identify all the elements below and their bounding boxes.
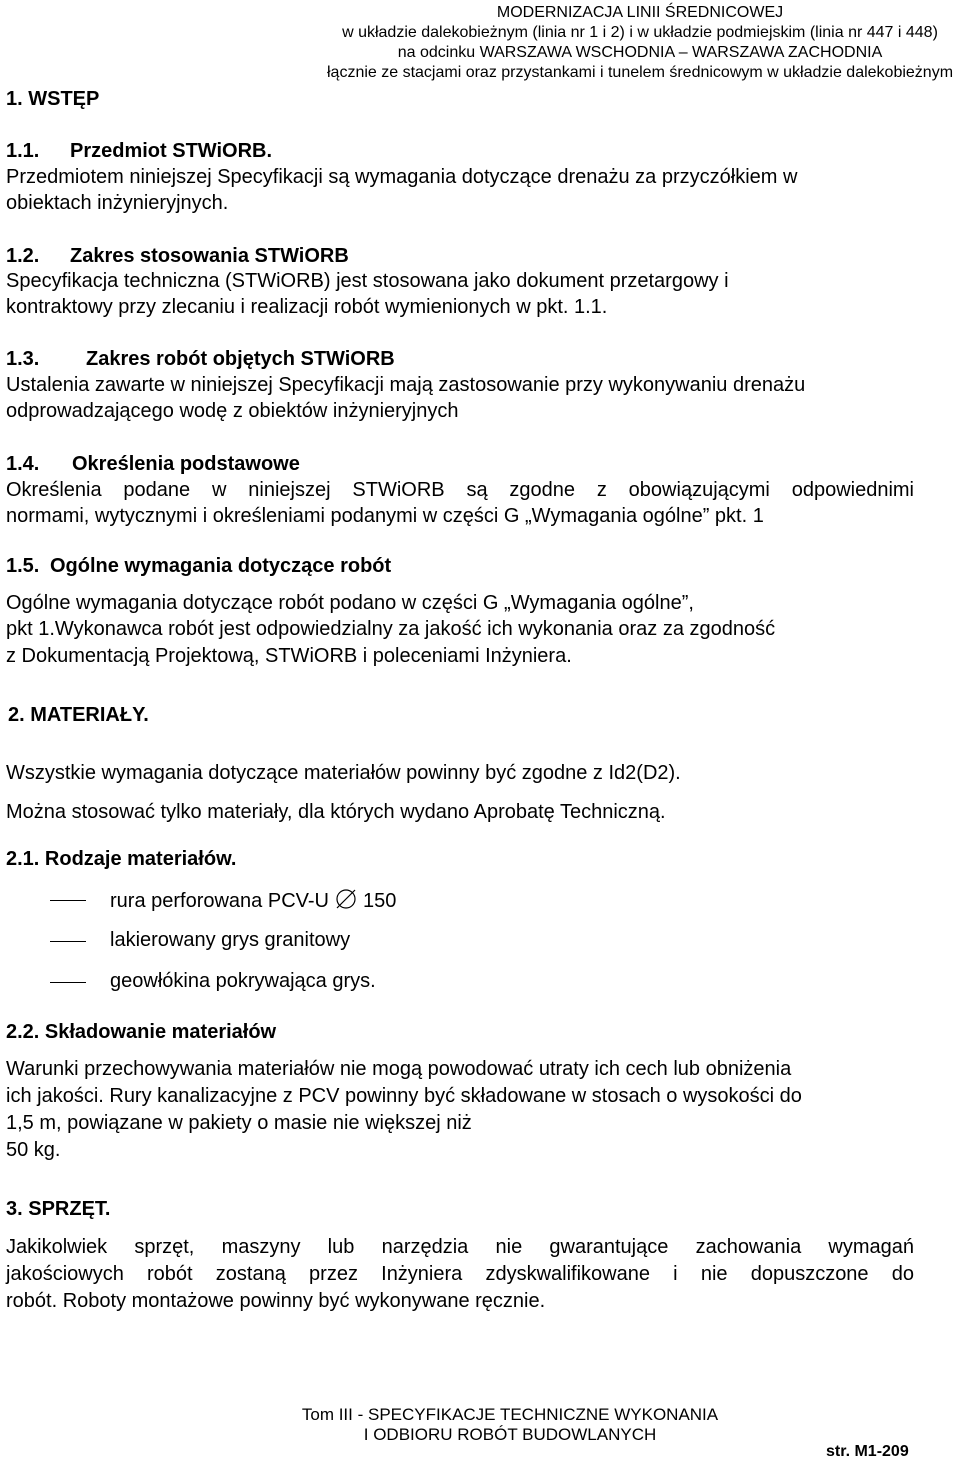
diameter-icon bbox=[335, 888, 357, 910]
paragraph-line: pkt 1.Wykonawca robót jest odpowiedzialny za jakość ich wykonania oraz za zgodność bbox=[6, 618, 776, 640]
page-number: str. M1-209 bbox=[826, 1443, 909, 1460]
paragraph-line: Specyfikacja techniczna (STWiORB) jest stosowana jako dokument przetargowy i bbox=[6, 270, 729, 292]
footer-line-1: Tom III - SPECYFIKACJE TECHNICZNE WYKONANIA bbox=[301, 1405, 719, 1424]
header-line-1: MODERNIZACJA LINII ŚREDNICOWEJ bbox=[496, 4, 784, 21]
paragraph-line: z Dokumentacją Projektową, STWiORB i poleceniami Inżyniera. bbox=[6, 645, 572, 667]
paragraph-line: Można stosować tylko materiały, dla których wydano Aprobatę Techniczną. bbox=[6, 801, 666, 823]
paragraph-line: ich jakości. Rury kanalizacyjne z PCV powinny być składowane w stosach o wysokości do bbox=[6, 1085, 802, 1107]
footer-line-2: I ODBIORU ROBÓT BUDOWLANYCH bbox=[363, 1425, 657, 1444]
list-item: lakierowany grys granitowy bbox=[110, 929, 351, 951]
section-2-2-heading: 2.2. Składowanie materiałów bbox=[6, 1021, 277, 1043]
paragraph-line: obiektach inżynieryjnych. bbox=[6, 192, 229, 214]
paragraph-line: kontraktowy przy zlecaniu i realizacji robót wymienionych w pkt. 1.1. bbox=[6, 296, 608, 318]
paragraph-line: Jakikolwiek sprzęt, maszyny lub narzędzia nie gwarantujące zachowania wymagań bbox=[6, 1236, 914, 1258]
header-line-4: łącznie ze stacjami oraz przystankami i tunelem średnicowym w układzie dalekobieżnym bbox=[326, 64, 954, 81]
list-item-text: rura perforowana PCV-U bbox=[110, 890, 329, 912]
section-title: Ogólne wymagania dotyczące robót bbox=[50, 555, 392, 577]
list-item bbox=[110, 888, 396, 913]
section-number: 1.4. bbox=[6, 453, 40, 475]
section-number: 1.1. bbox=[6, 140, 40, 162]
list-dash bbox=[50, 941, 86, 942]
list-item: geowłókina pokrywająca grys. bbox=[110, 970, 376, 992]
paragraph-line: Warunki przechowywania materiałów nie mogą powodować utraty ich cech lub obniżenia bbox=[6, 1058, 792, 1080]
section-3-heading: 3. SPRZĘT. bbox=[6, 1198, 111, 1220]
paragraph-line: robót. Roboty montażowe powinny być wykonywane ręcznie. bbox=[6, 1290, 546, 1312]
section-1-heading: 1. WSTĘP bbox=[6, 88, 100, 110]
paragraph-line: Określenia podane w niniejszej STWiORB są zgodne z obowiązującymi odpowiednimi bbox=[6, 479, 914, 501]
header-line-3: na odcinku WARSZAWA WSCHODNIA – WARSZAWA ZACHODNIA bbox=[397, 44, 883, 61]
section-title: Zakres stosowania STWiORB bbox=[70, 245, 349, 267]
paragraph-line: 50 kg. bbox=[6, 1139, 61, 1161]
section-1-2-heading bbox=[6, 245, 349, 268]
section-1-4-heading bbox=[6, 453, 300, 476]
paragraph-line: normami, wytycznymi i określeniami podanymi w części G „Wymagania ogólne” pkt. 1 bbox=[6, 505, 764, 527]
paragraph-line: Wszystkie wymagania dotyczące materiałów powinny być zgodne z Id2(D2). bbox=[6, 762, 681, 784]
section-number: 1.5. bbox=[6, 555, 40, 577]
paragraph-line: Ogólne wymagania dotyczące robót podano w części G „Wymagania ogólne”, bbox=[6, 592, 694, 614]
header-line-2: w układzie dalekobieżnym (linia nr 1 i 2) i w układzie podmiejskim (linia nr 447 i 448) bbox=[342, 24, 938, 41]
section-2-heading: 2. MATERIAŁY. bbox=[8, 704, 149, 726]
paragraph-line: Ustalenia zawarte w niniejszej Specyfikacji mają zastosowanie przy wykonywaniu drenażu bbox=[6, 374, 806, 396]
section-2-1-heading: 2.1. Rodzaje materiałów. bbox=[6, 848, 237, 870]
paragraph-line: jakościowych robót zostaną przez Inżyniera zdyskwalifikowane i nie dopuszczone do bbox=[6, 1263, 914, 1285]
section-title: Zakres robót objętych STWiORB bbox=[86, 348, 395, 370]
list-item-value: 150 bbox=[362, 890, 397, 912]
list-dash bbox=[50, 982, 86, 983]
section-1-1-heading bbox=[6, 140, 272, 163]
section-number: 1.3. bbox=[6, 348, 40, 370]
paragraph-line: odprowadzającego wodę z obiektów inżynieryjnych bbox=[6, 400, 459, 422]
section-title: Określenia podstawowe bbox=[72, 453, 300, 475]
section-number: 1.2. bbox=[6, 245, 40, 267]
section-title: Przedmiot STWiORB. bbox=[70, 140, 273, 162]
section-1-5-heading bbox=[6, 555, 391, 578]
section-1-3-heading bbox=[6, 348, 395, 371]
paragraph-line: 1,5 m, powiązane w pakiety o masie nie większej niż bbox=[6, 1112, 472, 1134]
paragraph-line: Przedmiotem niniejszej Specyfikacji są wymagania dotyczące drenażu za przyczółkiem w bbox=[6, 166, 798, 188]
list-dash bbox=[50, 900, 86, 901]
